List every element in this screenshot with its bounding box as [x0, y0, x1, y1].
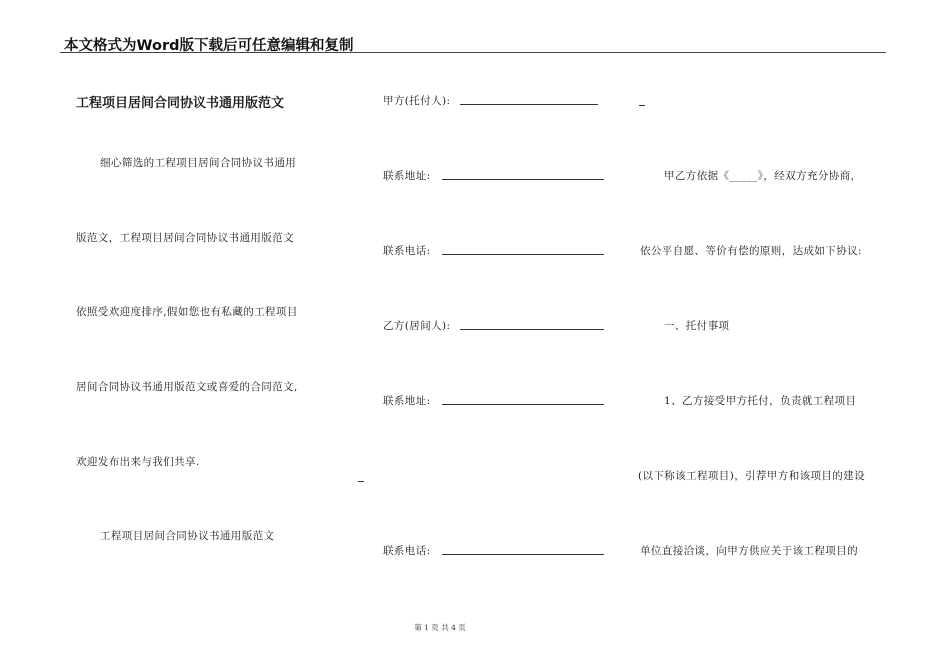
section-heading: 一、托付事项 — [664, 320, 730, 332]
page-number: 第 1 页 共 4 页 — [414, 623, 466, 632]
party-a-blank — [460, 104, 598, 105]
intro-line-4: 居间合同协议书通用版范文或喜爱的合同范文, — [76, 381, 298, 393]
repeat-title: 工程项目居间合同协议书通用版范文 — [100, 530, 275, 542]
clause-line-4: (以下称该工程项目)，引荐甲方和该项目的建设 — [638, 470, 865, 482]
party-b-label: 乙方(居间人): — [383, 320, 451, 332]
clause-line-3: 1、乙方接受甲方托付，负责就工程项目 — [664, 395, 857, 407]
column-dash-mark — [358, 481, 364, 482]
intro-line-5: 欢迎发布出来与我们共享. — [76, 456, 200, 468]
document-title: 工程项目居间合同协议书通用版范文 — [76, 96, 285, 111]
party-b-phone-label: 联系电话: — [383, 545, 431, 557]
clause-line-5: 单位直接洽谈，向甲方供应关于该工程项目的 — [640, 545, 858, 557]
clause-line-1: 甲乙方依据《_____》，经双方充分协商， — [664, 170, 862, 182]
party-b-blank — [460, 329, 604, 330]
intro-line-1: 细心筛选的工程项目居间合同协议书通用 — [100, 157, 297, 169]
document-header: 本文格式为Word版下载后可任意编辑和复制 — [64, 38, 354, 54]
party-a-phone-label: 联系电话: — [383, 245, 431, 257]
party-b-address-blank — [442, 404, 604, 405]
intro-line-3: 依照受欢迎度排序,假如您也有私藏的工程项目 — [76, 306, 298, 318]
party-b-address-label: 联系地址: — [383, 395, 431, 407]
intro-line-2: 版范文，工程项目居间合同协议书通用版范文 — [76, 232, 294, 244]
party-b-phone-blank — [442, 554, 604, 555]
party-a-address-blank — [442, 179, 604, 180]
column-dash-mark-top — [639, 105, 645, 106]
header-divider — [60, 52, 886, 53]
party-a-address-label: 联系地址: — [383, 170, 431, 182]
clause-line-2: 依公平自愿、等价有偿的原则，达成如下协议: — [640, 245, 862, 257]
party-a-label: 甲方(托付人): — [383, 95, 451, 107]
party-a-phone-blank — [442, 254, 604, 255]
